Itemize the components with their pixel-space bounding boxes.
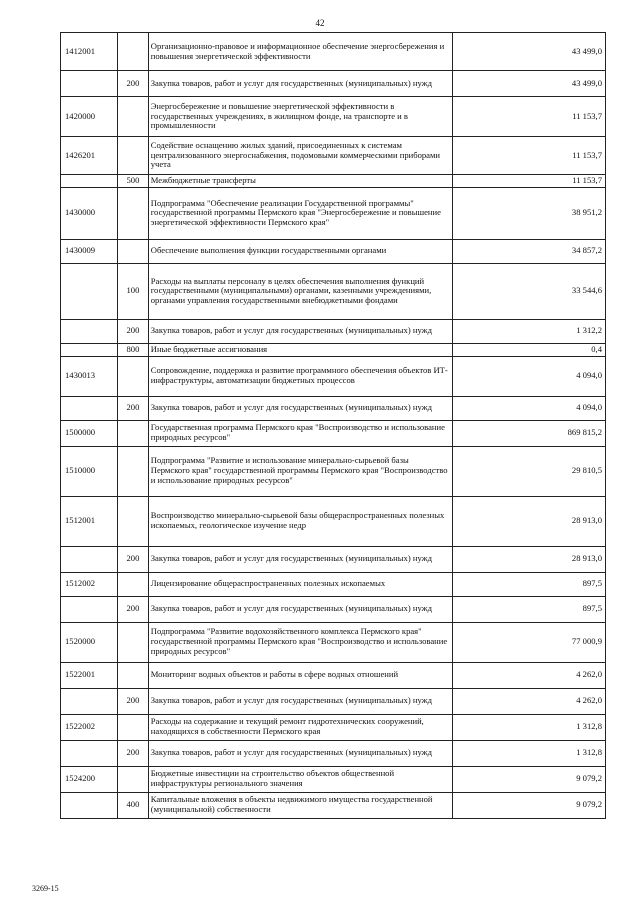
amount-cell: 28 913,0 <box>452 546 605 572</box>
classification-code-cell <box>61 396 118 420</box>
classification-code-cell <box>61 71 118 97</box>
item-name-cell: Межбюджетные трансферты <box>148 175 452 188</box>
table-body <box>61 33 606 819</box>
item-name-cell: Подпрограмма "Обеспечение реализации Государственной программы" государственной программы Пермского края "Энергосбережение и повышение энергетической эффективности Пермского края" <box>148 187 452 239</box>
classification-code-cell <box>61 688 118 714</box>
amount-cell: 11 153,7 <box>452 175 605 188</box>
item-name-cell: Закупка товаров, работ и услуг для государственных (муниципальных) нужд <box>148 546 452 572</box>
expense-type-cell: 200 <box>118 740 149 766</box>
item-name-cell: Закупка товаров, работ и услуг для государственных (муниципальных) нужд <box>148 396 452 420</box>
item-name-cell: Воспроизводство минерально-сырьевой базы общераспространенных полезных ископаемых, геологическое изучение недр <box>148 496 452 546</box>
classification-code-cell: 1512001 <box>61 496 118 546</box>
amount-cell: 4 094,0 <box>452 396 605 420</box>
item-name-cell: Иные бюджетные ассигнования <box>148 343 452 356</box>
table-row <box>61 572 606 596</box>
item-name-cell: Лицензирование общераспространенных полезных ископаемых <box>148 572 452 596</box>
classification-code-cell <box>61 740 118 766</box>
amount-cell: 11 153,7 <box>452 137 605 175</box>
item-name-cell: Закупка товаров, работ и услуг для государственных (муниципальных) нужд <box>148 596 452 622</box>
amount-cell: 4 094,0 <box>452 356 605 396</box>
amount-cell: 897,5 <box>452 572 605 596</box>
table-row <box>61 396 606 420</box>
item-name-cell: Расходы на содержание и текущий ремонт гидротехнических сооружений, находящихся в собственности Пермского края <box>148 714 452 740</box>
expense-type-cell: 200 <box>118 71 149 97</box>
amount-cell: 1 312,8 <box>452 740 605 766</box>
expense-type-cell: 800 <box>118 343 149 356</box>
amount-cell: 9 079,2 <box>452 792 605 818</box>
table-row <box>61 356 606 396</box>
amount-cell: 29 810,5 <box>452 446 605 496</box>
classification-code-cell: 1430013 <box>61 356 118 396</box>
item-name-cell: Сопровождение, поддержка и развитие программного обеспечения объектов ИТ-инфраструктуры, автоматизации бюджетных процессов <box>148 356 452 396</box>
table-row <box>61 596 606 622</box>
classification-code-cell <box>61 175 118 188</box>
expense-type-cell <box>118 239 149 263</box>
classification-code-cell: 1510000 <box>61 446 118 496</box>
table-row <box>61 319 606 343</box>
document-code: 3269-15 <box>32 884 59 893</box>
amount-cell: 77 000,9 <box>452 622 605 662</box>
amount-cell: 43 499,0 <box>452 71 605 97</box>
expense-type-cell <box>118 496 149 546</box>
item-name-cell: Подпрограмма "Развитие и использование минерально-сырьевой базы Пермского края" государственной программы Пермского края "Воспроизводство и использование природных ресурсов" <box>148 446 452 496</box>
table-row <box>61 343 606 356</box>
classification-code-cell <box>61 343 118 356</box>
item-name-cell: Содействие оснащению жилых зданий, присоединенных к системам централизованного энергоснабжения, подомовыми коммерческими приборами учета <box>148 137 452 175</box>
amount-cell: 1 312,8 <box>452 714 605 740</box>
classification-code-cell: 1522002 <box>61 714 118 740</box>
item-name-cell: Обеспечение выполнения функции государственными органами <box>148 239 452 263</box>
table-row <box>61 446 606 496</box>
item-name-cell: Организационно-правовое и информационное обеспечение энергосбережения и повышения энергетической эффективности <box>148 33 452 71</box>
classification-code-cell: 1522001 <box>61 662 118 688</box>
table-row <box>61 420 606 446</box>
expense-type-cell: 400 <box>118 792 149 818</box>
table-row <box>61 97 606 137</box>
expense-type-cell <box>118 446 149 496</box>
amount-cell: 0,4 <box>452 343 605 356</box>
table-row <box>61 33 606 71</box>
amount-cell: 43 499,0 <box>452 33 605 71</box>
expense-type-cell <box>118 662 149 688</box>
amount-cell: 4 262,0 <box>452 688 605 714</box>
page-number: 42 <box>315 18 325 28</box>
classification-code-cell: 1520000 <box>61 622 118 662</box>
expense-type-cell: 200 <box>118 688 149 714</box>
item-name-cell: Подпрограмма "Развитие водохозяйственного комплекса Пермского края" государственной программы Пермского края "Воспроизводство и использование природных ресурсов" <box>148 622 452 662</box>
amount-cell: 34 857,2 <box>452 239 605 263</box>
classification-code-cell <box>61 792 118 818</box>
expense-type-cell <box>118 714 149 740</box>
amount-cell: 869 815,2 <box>452 420 605 446</box>
amount-cell: 28 913,0 <box>452 496 605 546</box>
table-row <box>61 688 606 714</box>
table-row <box>61 792 606 818</box>
expense-type-cell <box>118 572 149 596</box>
expense-type-cell <box>118 137 149 175</box>
expense-type-cell <box>118 766 149 792</box>
expense-type-cell: 200 <box>118 596 149 622</box>
table-row <box>61 546 606 572</box>
table-row <box>61 71 606 97</box>
classification-code-cell <box>61 546 118 572</box>
expense-type-cell: 500 <box>118 175 149 188</box>
budget-table <box>60 32 606 819</box>
item-name-cell: Закупка товаров, работ и услуг для государственных (муниципальных) нужд <box>148 319 452 343</box>
table-row <box>61 714 606 740</box>
table-row <box>61 175 606 188</box>
table-row <box>61 263 606 319</box>
amount-cell: 897,5 <box>452 596 605 622</box>
table-row <box>61 187 606 239</box>
expense-type-cell <box>118 97 149 137</box>
classification-code-cell: 1430009 <box>61 239 118 263</box>
classification-code-cell: 1524200 <box>61 766 118 792</box>
amount-cell: 1 312,2 <box>452 319 605 343</box>
table-row <box>61 239 606 263</box>
classification-code-cell: 1420000 <box>61 97 118 137</box>
expense-type-cell <box>118 33 149 71</box>
classification-code-cell <box>61 263 118 319</box>
expense-type-cell: 200 <box>118 319 149 343</box>
amount-cell: 11 153,7 <box>452 97 605 137</box>
table-row <box>61 662 606 688</box>
table-row <box>61 137 606 175</box>
expense-type-cell <box>118 187 149 239</box>
amount-cell: 33 544,6 <box>452 263 605 319</box>
expense-type-cell <box>118 420 149 446</box>
amount-cell: 4 262,0 <box>452 662 605 688</box>
expense-type-cell: 200 <box>118 396 149 420</box>
expense-type-cell <box>118 356 149 396</box>
amount-cell: 9 079,2 <box>452 766 605 792</box>
table-row <box>61 766 606 792</box>
item-name-cell: Закупка товаров, работ и услуг для государственных (муниципальных) нужд <box>148 71 452 97</box>
expense-type-cell: 100 <box>118 263 149 319</box>
item-name-cell: Капитальные вложения в объекты недвижимого имущества государственной (муниципальной) собственности <box>148 792 452 818</box>
item-name-cell: Мониторинг водных объектов и работы в сфере водных отношений <box>148 662 452 688</box>
table-row <box>61 496 606 546</box>
classification-code-cell: 1412001 <box>61 33 118 71</box>
classification-code-cell: 1512002 <box>61 572 118 596</box>
item-name-cell: Закупка товаров, работ и услуг для государственных (муниципальных) нужд <box>148 688 452 714</box>
classification-code-cell: 1426201 <box>61 137 118 175</box>
classification-code-cell <box>61 319 118 343</box>
classification-code-cell <box>61 596 118 622</box>
table-row <box>61 740 606 766</box>
expense-type-cell: 200 <box>118 546 149 572</box>
classification-code-cell: 1500000 <box>61 420 118 446</box>
item-name-cell: Закупка товаров, работ и услуг для государственных (муниципальных) нужд <box>148 740 452 766</box>
table-row <box>61 622 606 662</box>
item-name-cell: Бюджетные инвестиции на строительство объектов общественной инфраструктуры регионального значения <box>148 766 452 792</box>
item-name-cell: Энергосбережение и повышение энергетической эффективности в государственных учреждениях, в жилищном фонде, на транспорте и в промышленности <box>148 97 452 137</box>
item-name-cell: Расходы на выплаты персоналу в целях обеспечения выполнения функций государственными (муниципальными) органами, казенными учреждениями, органами управления государственными внебюджетными фондами <box>148 263 452 319</box>
amount-cell: 38 951,2 <box>452 187 605 239</box>
item-name-cell: Государственная программа Пермского края "Воспроизводство и использование природных ресурсов" <box>148 420 452 446</box>
expense-type-cell <box>118 622 149 662</box>
classification-code-cell: 1430000 <box>61 187 118 239</box>
